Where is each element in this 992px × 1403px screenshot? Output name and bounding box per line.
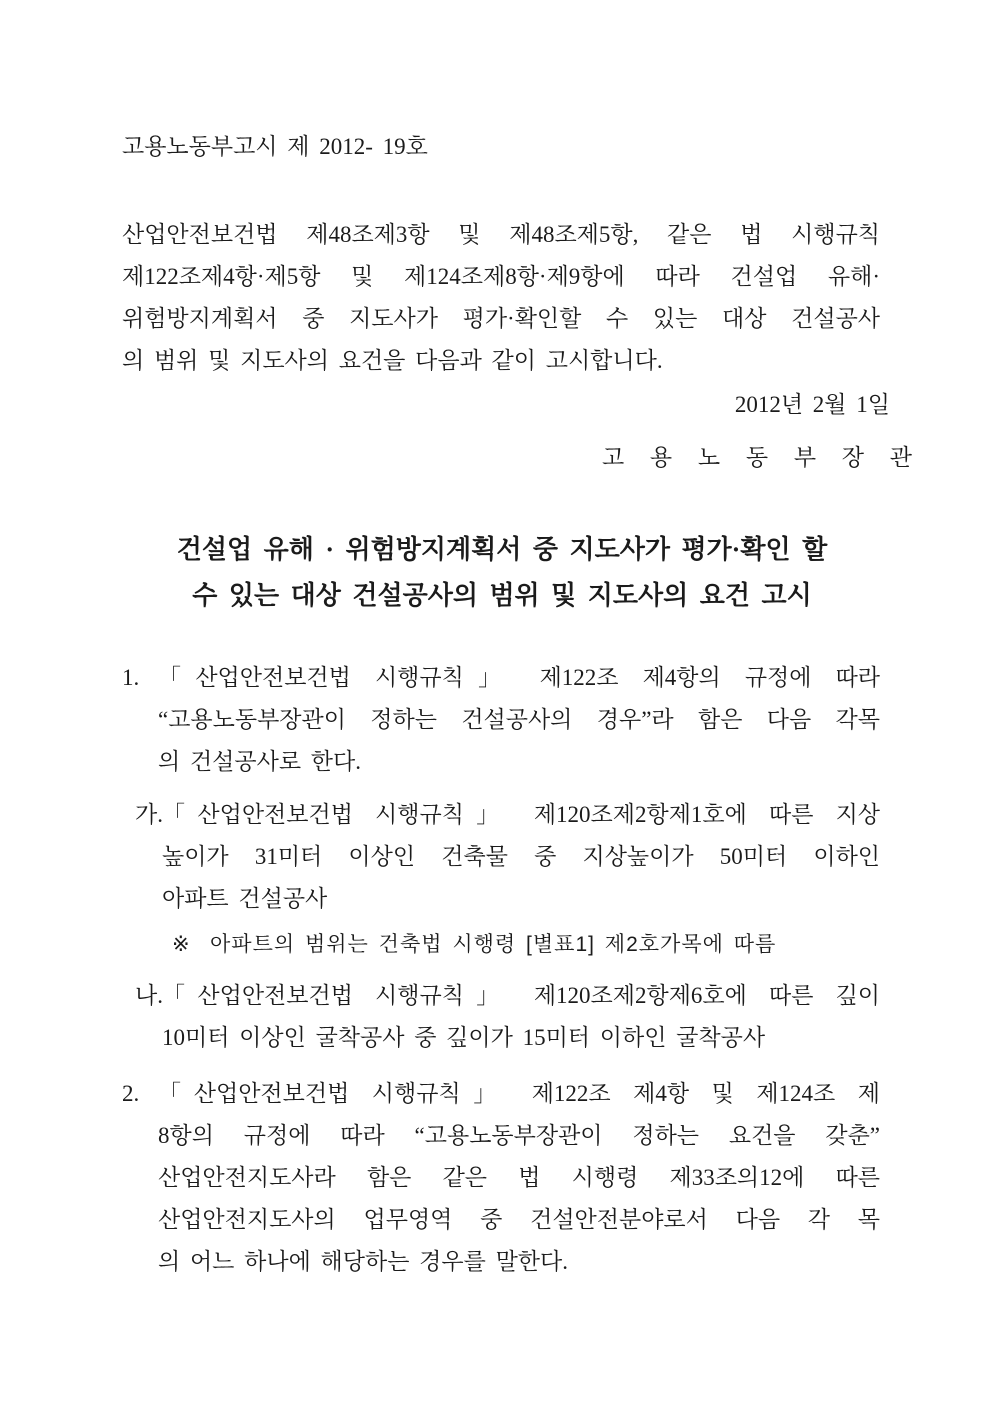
preamble-line-3: 위험방지계획서 중 지도사가 평가·확인할 수 있는 대상 건설공사 xyxy=(122,306,880,331)
sub-item-ga xyxy=(135,794,880,920)
doc-number: 고용노동부고시 제 2012- 19호 xyxy=(122,134,428,159)
preamble-line-2: 제122조제4항·제5항 및 제124조제8항·제9항에 따라 건설업 유해· xyxy=(122,264,880,289)
reference-mark-icon: ※ xyxy=(172,933,191,956)
item-2 xyxy=(122,1073,880,1283)
preamble-line-1: 산업안전보건법 제48조제3항 및 제48조제5항, 같은 법 시행규칙 xyxy=(122,222,880,247)
item-2-body xyxy=(158,1073,880,1283)
sub-item-na-line-1: 「산업안전보건법 시행규칙」 제120조제2항제6호에 따른 깊이 xyxy=(162,983,880,1008)
item-2-line-2: 8항의 규정에 따라 “고용노동부장관이 정하는 요건을 갖춘” xyxy=(158,1123,880,1148)
sub-item-na-line-2: 10미터 이상인 굴착공사 중 깊이가 15미터 이하인 굴착공사 xyxy=(162,1025,766,1050)
item-1-line-3: 의 건설공사로 한다. xyxy=(158,749,361,774)
sub-item-na-body xyxy=(162,975,880,1059)
item-2-line-3: 산업안전지도사라 함은 같은 법 시행령 제33조의12에 따른 xyxy=(158,1165,880,1190)
notice-title-line-2: 수 있는 대상 건설공사의 범위 및 지도사의 요건 고시 xyxy=(192,581,812,610)
item-1-line-2: “고용노동부장관이 정하는 건설공사의 경우”라 함은 다음 각목 xyxy=(158,707,880,732)
item-1 xyxy=(122,657,880,783)
sub-item-ga-body xyxy=(162,794,880,920)
item-1-body xyxy=(158,657,880,783)
preamble xyxy=(122,214,880,382)
apartment-scope-note xyxy=(172,928,862,962)
sub-item-ga-line-1: 「산업안전보건법 시행규칙」 제120조제2항제1호에 따른 지상 xyxy=(162,802,880,827)
note-text: 아파트의 범위는 건축법 시행령 [별표1] 제2호가목에 따름 xyxy=(210,933,777,956)
item-1-marker: 1. xyxy=(122,665,140,690)
notice-title-line-1: 건설업 유해 · 위험방지계획서 중 지도사가 평가·확인 할 xyxy=(176,535,828,564)
item-1-line-1: 「산업안전보건법 시행규칙」 제122조 제4항의 규정에 따라 xyxy=(158,665,880,690)
preamble-line-4: 의 범위 및 지도사의 요건을 다음과 같이 고시합니다. xyxy=(122,348,663,373)
item-2-line-4: 산업안전지도사의 업무영역 중 건설안전분야로서 다음 각 목 xyxy=(158,1207,880,1232)
sub-item-ga-marker: 가. xyxy=(135,802,163,827)
issue-date-text: 2012년 2월 1일 xyxy=(734,392,890,417)
issuer-line xyxy=(0,437,917,479)
item-2-line-1: 「산업안전보건법 시행규칙」 제122조 제4항 및 제124조 제 xyxy=(158,1081,880,1106)
sub-item-na xyxy=(135,975,880,1059)
item-2-line-5: 의 어느 하나에 해당하는 경우를 말한다. xyxy=(158,1249,568,1274)
sub-item-ga-line-3: 아파트 건설공사 xyxy=(162,886,328,911)
item-2-marker: 2. xyxy=(122,1081,140,1106)
sub-item-na-marker: 나. xyxy=(135,983,163,1008)
sub-item-ga-line-2: 높이가 31미터 이상인 건축물 중 지상높이가 50미터 이하인 xyxy=(162,844,880,869)
issue-date xyxy=(0,384,890,426)
issuer-name: 고 용 노 동 부 장 관 xyxy=(601,445,917,470)
notice-title xyxy=(122,527,882,619)
